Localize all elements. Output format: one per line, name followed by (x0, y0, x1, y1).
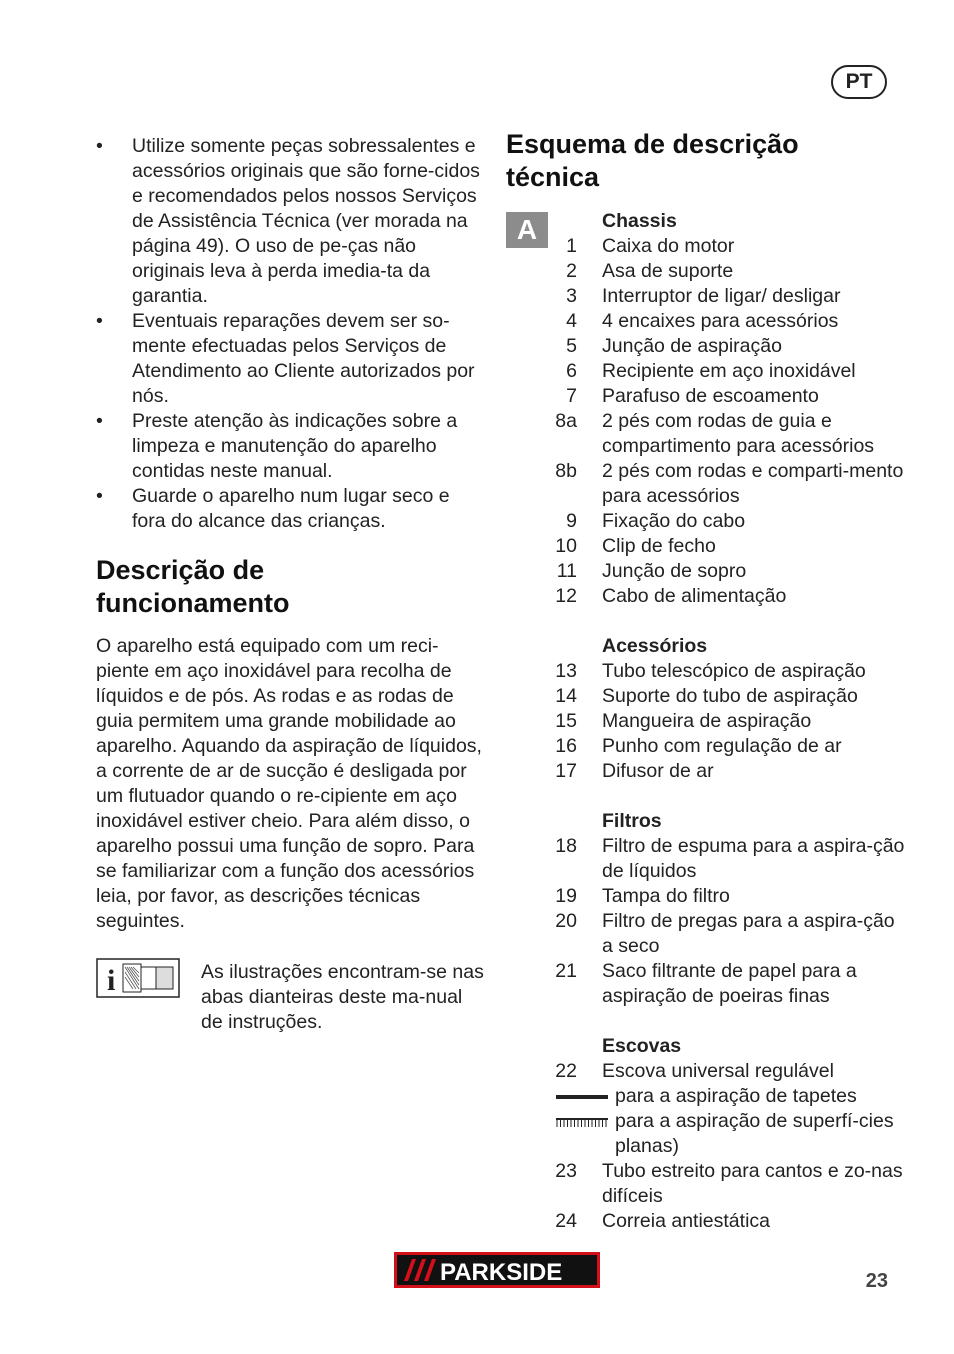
item-label: Caixa do motor (602, 235, 735, 257)
subitem-label: para a aspiração de superfí-cies planas) (615, 1110, 894, 1157)
item-number: 13 (555, 660, 577, 682)
item-label: Asa de suporte (602, 260, 734, 282)
item-label: Punho com regulação de ar (602, 735, 842, 757)
item-number: 2 (566, 260, 577, 282)
list-item (545, 659, 905, 684)
item-label: Fixação do cabo (602, 510, 746, 532)
item-number: 1 (566, 235, 577, 257)
list-subitem (545, 1084, 905, 1109)
page-number: 23 (865, 1270, 888, 1292)
item-number: 21 (555, 960, 577, 982)
item-number: 5 (566, 335, 577, 357)
item-label: Mangueira de aspiração (602, 710, 812, 732)
list-item: • Eventuais reparações devem ser so-mente efectuadas pelos Serviços de Atendimento ao Cliente autorizados por nós. (96, 310, 475, 407)
list-item (545, 459, 905, 509)
item-number: 14 (555, 685, 577, 707)
item-label: Tampa do filtro (602, 885, 730, 907)
item-number: 8b (555, 460, 577, 482)
list-item (545, 734, 905, 759)
illustration-note: As ilustrações encontram-se nas abas dianteiras deste ma-nual de instruções. (201, 961, 484, 1033)
function-heading: Descrição de funcionamento (96, 555, 290, 618)
list-item (545, 534, 905, 559)
group-title-filters: Filtros (602, 810, 662, 832)
item-number: 7 (566, 385, 577, 407)
group-heading (545, 209, 905, 234)
item-label: Junção de sopro (602, 560, 747, 582)
list-item (545, 334, 905, 359)
group-heading (545, 1034, 905, 1059)
list-item (545, 1159, 905, 1209)
list-item (545, 834, 905, 884)
item-label: 2 pés com rodas de guia e compartimento para acessórios (602, 410, 875, 457)
safety-bullet-list (96, 134, 486, 534)
list-item (545, 509, 905, 534)
item-label: Cabo de alimentação (602, 585, 787, 607)
bullet-text: Preste atenção às indicações sobre a limpeza e manutenção do aparelho contidas neste manual. (132, 410, 458, 482)
list-item (545, 959, 905, 1009)
carpet-icon (545, 1084, 608, 1109)
item-number: 10 (555, 535, 577, 557)
list-item (545, 709, 905, 734)
subitem-label: para a aspiração de tapetes (615, 1085, 857, 1107)
item-label: Junção de aspiração (602, 335, 782, 357)
list-item (545, 909, 905, 959)
parkside-logo (394, 1252, 600, 1288)
function-paragraph: O aparelho está equipado com um reci-piente em aço inoxidável para recolha de líquidos e de pós. As rodas e as rodas de guia permitem uma grande mobilidade ao aparelho. Aquando da aspiração de líquidos, a corrente de ar de sucção é desligada por um flutuador quando o re-cipiente em aço inoxidável estiver cheio. Para além disso, o aparelho possui uma função de sopro. Para se familiarizar com a função dos acessórios leia, por favor, as descrições técnicas seguintes. (96, 635, 482, 932)
bullet-text: Eventuais reparações devem ser so-mente efectuadas pelos Serviços de Atendimento ao Cliente autorizados por nós. (132, 310, 475, 407)
item-label: 2 pés com rodas e comparti-mento para acessórios (602, 460, 904, 507)
item-label: Parafuso de escoamento (602, 385, 819, 407)
list-item (545, 259, 905, 284)
item-label: Difusor de ar (602, 760, 714, 782)
item-number: 17 (555, 760, 577, 782)
list-item (545, 884, 905, 909)
group-heading (545, 634, 905, 659)
item-number: 24 (555, 1210, 577, 1232)
logo-text: PARKSIDE (440, 1259, 563, 1286)
item-label: Interruptor de ligar/ desligar (602, 285, 841, 307)
hard-floor-brush-icon (545, 1109, 608, 1159)
item-label: Clip de fecho (602, 535, 716, 557)
item-number: 23 (555, 1160, 577, 1182)
list-item (545, 1059, 905, 1084)
item-number: 6 (566, 360, 577, 382)
list-item (545, 1209, 905, 1234)
group-title-accessories: Acessórios (602, 635, 708, 657)
item-number: 19 (555, 885, 577, 907)
item-number: 20 (555, 910, 577, 932)
list-item (545, 359, 905, 384)
group-title-brushes: Escovas (602, 1035, 682, 1057)
item-number: 9 (566, 510, 577, 532)
item-label: 4 encaixes para acessórios (602, 310, 839, 332)
list-item (545, 384, 905, 409)
list-item (545, 684, 905, 709)
list-item (545, 234, 905, 259)
item-number: 8a (555, 410, 577, 432)
list-item (545, 759, 905, 784)
list-item (545, 284, 905, 309)
tech-heading: Esquema de descrição técnica (506, 129, 799, 192)
item-number: 16 (555, 735, 577, 757)
list-item (545, 409, 905, 459)
list-subitem (545, 1109, 905, 1159)
bullet-text: Utilize somente peças sobressalentes e acessórios originais que são forne-cidos e recomendados pelos nossos Serviços de Assistência Técnica (ver morada na página 49). O uso de pe-ças não originais leva à perda imedia-ta da garantia. (132, 135, 480, 307)
item-label: Tubo telescópico de aspiração (602, 660, 866, 682)
item-label: Saco filtrante de papel para a aspiração de poeiras finas (602, 960, 857, 1007)
item-number: 22 (555, 1060, 577, 1082)
item-label: Recipiente em aço inoxidável (602, 360, 856, 382)
item-number: 15 (555, 710, 577, 732)
item-label: Tubo estreito para cantos e zo-nas difíceis (602, 1160, 903, 1207)
item-number: 18 (555, 835, 577, 857)
list-item (545, 584, 905, 609)
language-badge: PT (831, 65, 887, 99)
list-item: • Preste atenção às indicações sobre a limpeza e manutenção do aparelho contidas neste manual. (96, 410, 458, 482)
item-label: Filtro de espuma para a aspira-ção de líquidos (602, 835, 905, 882)
item-label: Suporte do tubo de aspiração (602, 685, 858, 707)
svg-text:i: i (107, 964, 116, 997)
group-title-chassis: Chassis (602, 210, 677, 232)
book-icon (123, 964, 173, 992)
item-label: Correia antiestática (602, 1210, 770, 1232)
item-number: 11 (556, 560, 577, 582)
list-item: • Guarde o aparelho num lugar seco e fora do alcance das crianças. (96, 485, 450, 532)
info-icon (96, 958, 180, 998)
item-label: Filtro de pregas para a aspira-ção a seco (602, 910, 895, 957)
item-number: 12 (555, 585, 577, 607)
section-marker: A (506, 212, 548, 248)
item-number: 4 (566, 310, 577, 332)
group-heading (545, 809, 905, 834)
bullet-text: Guarde o aparelho num lugar seco e fora do alcance das crianças. (132, 485, 450, 532)
item-label: Escova universal regulável (602, 1060, 834, 1082)
item-number: 3 (566, 285, 577, 307)
list-item (545, 309, 905, 334)
list-item: • Utilize somente peças sobressalentes e acessórios originais que são forne-cidos e recomendados pelos nossos Serviços de Assistência Técnica (ver morada na página 49). O uso de pe-ças não originais leva à perda imedia-ta da garantia. (96, 135, 480, 307)
parts-list (545, 209, 905, 1234)
list-item (545, 559, 905, 584)
